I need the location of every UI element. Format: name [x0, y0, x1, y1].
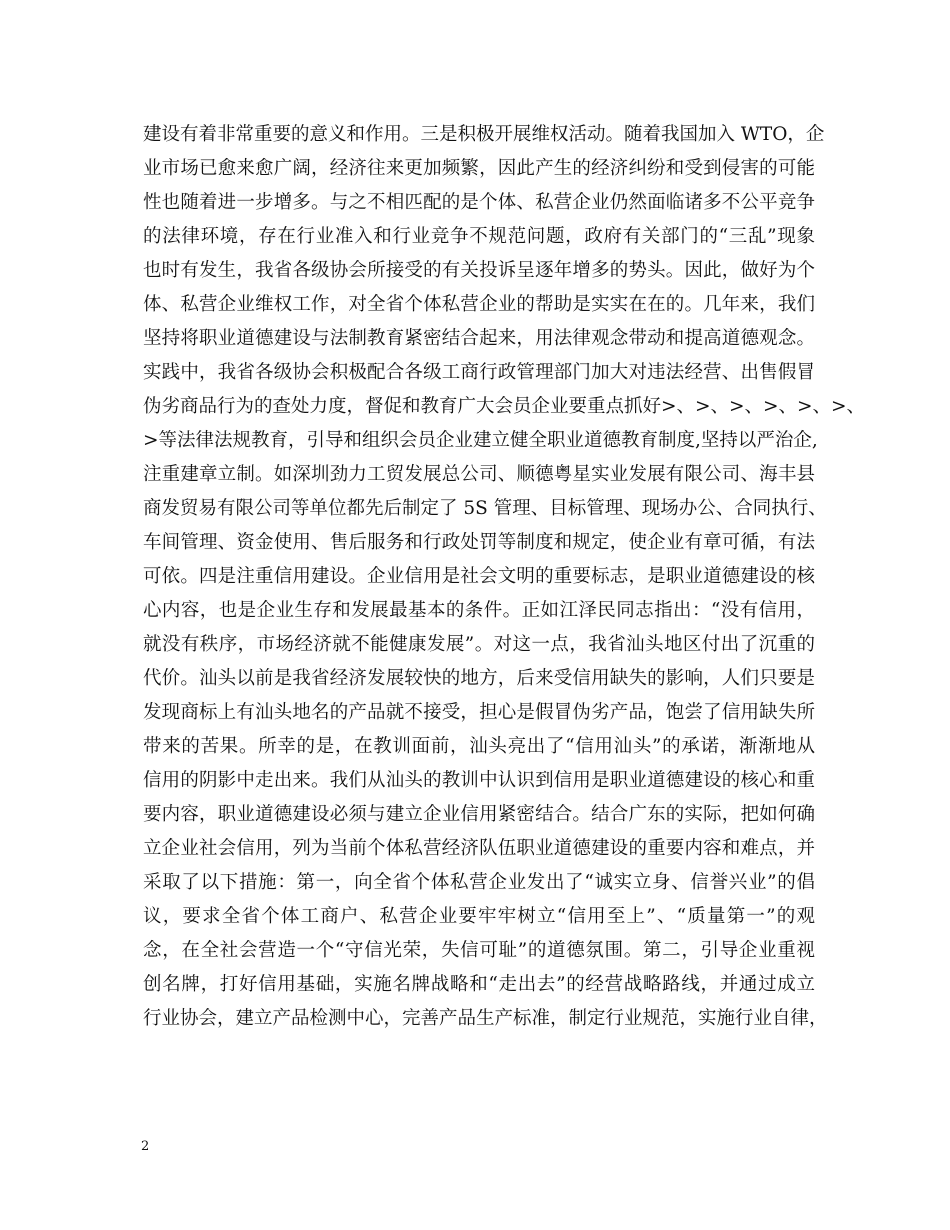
text-line: 商发贸易有限公司等单位都先后制定了 5S 管理、目标管理、现场办公、合同执行、	[143, 498, 827, 519]
text-line: 议，要求全省个体工商户、私营企业要牢牢树立“信用至上”、“质量第一”的观	[143, 906, 815, 927]
text-line: 的法律环境，存在行业准入和行业竞争不规范问题，政府有关部门的“三乱”现象	[143, 226, 815, 247]
text-line: 立企业社会信用，列为当前个体私营经济队伍职业道德建设的重要内容和难点，并	[143, 838, 815, 859]
text-line: 要内容，职业道德建设必须与建立企业信用紧密结合。结合广东的实际，把如何确	[143, 804, 815, 825]
text-line: 就没有秩序，市场经济就不能健康发展”。对这一点，我省汕头地区付出了沉重的	[143, 634, 815, 655]
text-line: >等法律法规教育，引导和组织会员企业建立健全职业道德教育制度,坚持以严治企,	[143, 430, 818, 451]
text-line: 车间管理、资金使用、售后服务和行政处罚等制度和规定，使企业有章可循，有法	[143, 532, 815, 553]
text-line: 建设有着非常重要的意义和作用。三是积极开展维权活动。随着我国加入 WTO，企	[143, 124, 825, 145]
text-line: 信用的阴影中走出来。我们从汕头的教训中认识到信用是职业道德建设的核心和重	[143, 770, 815, 791]
text-line: 性也随着进一步增多。与之不相匹配的是个体、私营企业仍然面临诸多不公平竞争	[143, 192, 815, 213]
text-line: 伪劣商品行为的查处力度，督促和教育广大会员企业要重点抓好>、>、>、>、>、>、	[143, 396, 866, 417]
text-line: 采取了以下措施：第一，向全省个体私营企业发出了“诚实立身、信誉兴业”的倡	[143, 872, 815, 893]
text-line: 坚持将职业道德建设与法制教育紧密结合起来，用法律观念带动和提高道德观念。	[143, 328, 815, 349]
text-line: 创名牌，打好信用基础，实施名牌战略和“走出去”的经营战略路线，并通过成立	[143, 974, 815, 995]
text-line: 实践中，我省各级协会积极配合各级工商行政管理部门加大对违法经营、出售假冒	[143, 362, 815, 383]
page-number: 2	[141, 1139, 150, 1154]
text-line: 带来的苦果。所幸的是，在教训面前，汕头亮出了“信用汕头”的承诺，渐渐地从	[143, 736, 815, 757]
body-text	[143, 118, 866, 1036]
text-line: 注重建章立制。如深圳劲力工贸发展总公司、顺德粤星实业发展有限公司、海丰县	[143, 464, 815, 485]
text-line: 体、私营企业维权工作，对全省个体私营企业的帮助是实实在在的。几年来，我们	[143, 294, 815, 315]
text-line: 业市场已愈来愈广阔，经济往来更加频繁，因此产生的经济纠纷和受到侵害的可能	[143, 158, 815, 179]
text-line: 行业协会，建立产品检测中心，完善产品生产标准，制定行业规范，实施行业自律，	[143, 1008, 828, 1029]
text-line: 心内容，也是企业生存和发展最基本的条件。正如江泽民同志指出：“没有信用，	[143, 600, 815, 621]
text-line: 发现商标上有汕头地名的产品就不接受，担心是假冒伪劣产品，饱尝了信用缺失所	[143, 702, 815, 723]
text-line: 代价。汕头以前是我省经济发展较快的地方，后来受信用缺失的影响，人们只要是	[143, 668, 815, 689]
text-line: 念，在全社会营造一个“守信光荣，失信可耻”的道德氛围。第二，引导企业重视	[143, 940, 815, 961]
text-line: 也时有发生，我省各级协会所接受的有关投诉呈逐年增多的势头。因此，做好为个	[143, 260, 815, 281]
text-line: 可依。四是注重信用建设。企业信用是社会文明的重要标志，是职业道德建设的核	[143, 566, 815, 587]
